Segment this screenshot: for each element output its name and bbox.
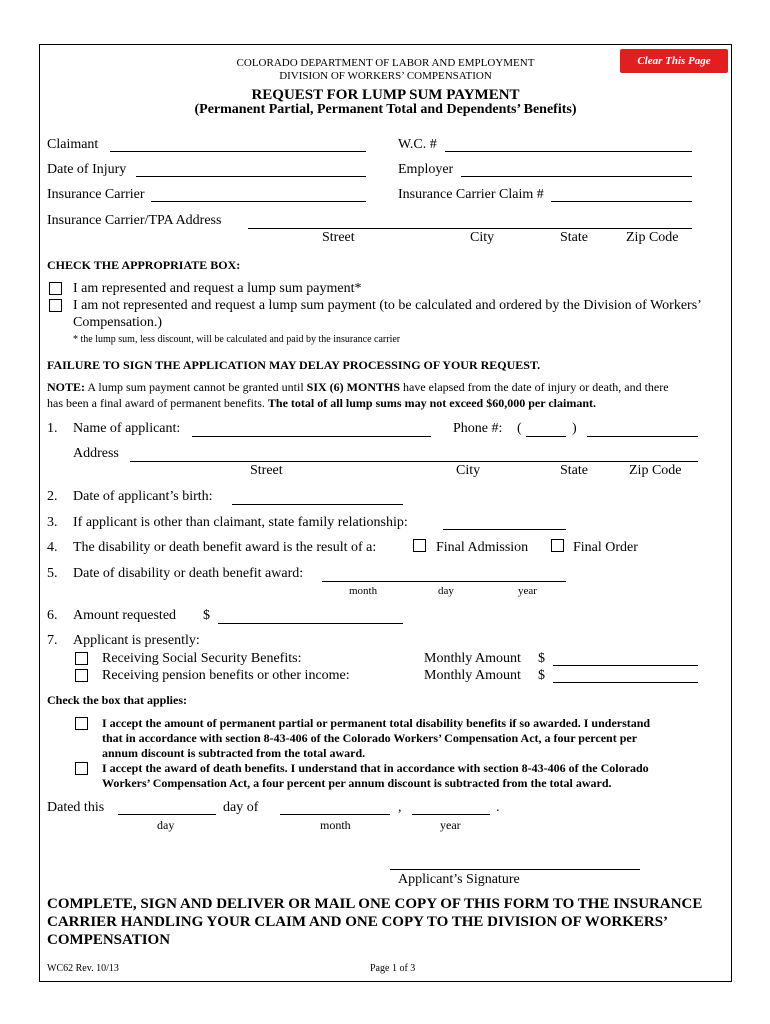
item-5-number: 5. [47, 566, 58, 581]
accept-heading: Check the box that applies: [47, 693, 188, 707]
employer-label: Employer [398, 162, 454, 177]
phone-label: Phone #: [453, 421, 503, 436]
amount-dollar-sign: $ [203, 608, 210, 623]
instructions-line-1: COMPLETE, SIGN AND DELIVER OR MAIL ONE COPY OF THIS FORM TO THE INSURANCE [47, 896, 703, 912]
dated-year-field[interactable] [412, 814, 490, 815]
note-line-2 [47, 396, 596, 411]
amount-requested-field[interactable] [218, 623, 403, 624]
birth-label: Date of applicant’s birth: [73, 489, 213, 504]
pension-checkbox[interactable] [75, 669, 88, 682]
award-month-caption: month [349, 585, 378, 597]
signature-field[interactable] [390, 869, 640, 870]
note-total-limit: The total of all lump sums may not exceed $60,000 per claimant. [267, 396, 597, 410]
accept-disability-line-3: annum discount is subtracted from the total award. [102, 746, 366, 760]
award-result-label: The disability or death benefit award is the result of a: [73, 540, 377, 555]
dated-month-field[interactable] [280, 814, 390, 815]
award-date-label: Date of disability or death benefit award: [73, 566, 304, 581]
dated-year-caption: year [440, 818, 461, 832]
item-2-number: 2. [47, 489, 58, 504]
claimant-label: Claimant [47, 137, 99, 152]
address-city-caption: City [456, 463, 481, 478]
street-caption: Street [322, 230, 355, 245]
phone-area-code-field[interactable] [526, 436, 566, 437]
not-represented-text: I am not represented and request a lump sum payment (to be calculated and ordered by the Division of Workers’ [73, 298, 702, 313]
note-line-1 [47, 380, 669, 395]
dated-period: . [496, 800, 500, 815]
claimant-field[interactable] [110, 151, 366, 152]
presently-label: Applicant is presently: [73, 633, 200, 648]
day-of-label: day of [223, 800, 259, 815]
city-caption: City [470, 230, 495, 245]
ss-monthly-field[interactable] [553, 665, 698, 666]
carrier-claim-field[interactable] [551, 201, 692, 202]
item-3-number: 3. [47, 515, 58, 530]
pension-monthly-field[interactable] [553, 682, 698, 683]
page-number: Page 1 of 3 [370, 963, 416, 974]
pension-dollar-sign: $ [538, 668, 545, 683]
dated-day-field[interactable] [118, 814, 216, 815]
note-label: NOTE: [47, 380, 86, 394]
birth-field[interactable] [232, 504, 403, 505]
carrier-address-label: Insurance Carrier/TPA Address [47, 213, 222, 228]
division-name: DIVISION OF WORKERS’ COMPENSATION [279, 70, 492, 82]
carrier-address-field[interactable] [248, 228, 692, 229]
applicant-name-field[interactable] [192, 436, 431, 437]
note-text-2: have elapsed from the date of injury or death, and there [400, 380, 669, 394]
address-street-caption: Street [250, 463, 283, 478]
phone-paren-close: ) [572, 421, 577, 436]
applicant-address-field[interactable] [130, 461, 698, 462]
signature-label: Applicant’s Signature [398, 872, 520, 887]
final-order-checkbox[interactable] [551, 539, 564, 552]
insurance-carrier-field[interactable] [151, 201, 366, 202]
form-title: REQUEST FOR LUMP SUM PAYMENT [251, 87, 520, 103]
represented-text: I am represented and request a lump sum payment* [73, 281, 362, 296]
address-label: Address [73, 446, 119, 461]
relationship-field[interactable] [443, 529, 566, 530]
wc-field[interactable] [445, 151, 692, 152]
wc-label: W.C. # [398, 137, 437, 152]
accept-disability-line-2: that in accordance with section 8-43-406 of the Colorado Workers’ Compensation Act, a four percent per [102, 731, 638, 745]
employer-field[interactable] [461, 176, 692, 177]
insurance-carrier-label: Insurance Carrier [47, 187, 145, 202]
address-state-caption: State [560, 463, 588, 478]
award-year-caption: year [518, 585, 537, 597]
dated-month-caption: month [320, 818, 351, 832]
applicant-name-label: Name of applicant: [73, 421, 181, 436]
item-4-number: 4. [47, 540, 58, 555]
accept-disability-checkbox[interactable] [75, 717, 88, 730]
social-security-checkbox[interactable] [75, 652, 88, 665]
footnote: * the lump sum, less discount, will be calculated and paid by the insurance carrier [73, 334, 401, 345]
final-order-label: Final Order [573, 540, 638, 555]
form-subtitle: (Permanent Partial, Permanent Total and Dependents’ Benefits) [194, 102, 577, 117]
zip-caption: Zip Code [626, 230, 679, 245]
pension-label: Receiving pension benefits or other income: [102, 668, 350, 683]
accept-death-checkbox[interactable] [75, 762, 88, 775]
award-day-caption: day [438, 585, 454, 597]
final-admission-checkbox[interactable] [413, 539, 426, 552]
ss-dollar-sign: $ [538, 651, 545, 666]
item-7-number: 7. [47, 633, 58, 648]
form-revision: WC62 Rev. 10/13 [47, 963, 119, 974]
date-of-injury-label: Date of Injury [47, 162, 127, 177]
dept-name: COLORADO DEPARTMENT OF LABOR AND EMPLOYMENT [236, 57, 535, 69]
final-admission-label: Final Admission [436, 540, 529, 555]
accept-death-line-1: I accept the award of death benefits. I understand that in accordance with section 8-43-406 of the Colorado [102, 761, 649, 775]
note-text-1: A lump sum payment cannot be granted until [85, 380, 307, 394]
item-6-number: 6. [47, 608, 58, 623]
dated-this-label: Dated this [47, 800, 105, 815]
not-represented-checkbox[interactable] [49, 299, 62, 312]
note-text-3: has been a final award of permanent benefits. [47, 396, 268, 410]
relationship-label: If applicant is other than claimant, state family relationship: [73, 515, 408, 530]
address-zip-caption: Zip Code [629, 463, 682, 478]
instructions-line-2: CARRIER HANDLING YOUR CLAIM AND ONE COPY TO THE DIVISION OF WORKERS’ [47, 914, 669, 930]
accept-disability-line-1: I accept the amount of permanent partial or permanent total disability benefits if so awarded. I understand [102, 716, 651, 730]
award-date-field[interactable] [322, 581, 566, 582]
phone-paren-open: ( [517, 421, 522, 436]
dated-comma: , [398, 800, 402, 815]
social-security-label: Receiving Social Security Benefits: [102, 651, 302, 666]
instructions-line-3: COMPENSATION [47, 932, 171, 948]
dated-day-caption: day [157, 818, 175, 832]
represented-checkbox[interactable] [49, 282, 62, 295]
clear-page-button[interactable]: Clear This Page [620, 49, 728, 73]
failure-notice: FAILURE TO SIGN THE APPLICATION MAY DELAY PROCESSING OF YOUR REQUEST. [47, 358, 541, 372]
amount-requested-label: Amount requested [73, 608, 177, 623]
item-1-number: 1. [47, 421, 58, 436]
pension-monthly-label: Monthly Amount [424, 668, 521, 683]
check-box-heading: CHECK THE APPROPRIATE BOX: [47, 258, 241, 272]
date-of-injury-field[interactable] [136, 176, 366, 177]
phone-number-field[interactable] [587, 436, 698, 437]
note-six-months: SIX (6) MONTHS [306, 380, 400, 394]
accept-death-line-2: Workers’ Compensation Act, a four percent per annum discount is subtracted from the total award. [102, 776, 612, 790]
carrier-claim-label: Insurance Carrier Claim # [398, 187, 544, 202]
ss-monthly-label: Monthly Amount [424, 651, 521, 666]
not-represented-text-cont: Compensation.) [73, 315, 163, 330]
state-caption: State [560, 230, 588, 245]
form-page [39, 44, 732, 982]
